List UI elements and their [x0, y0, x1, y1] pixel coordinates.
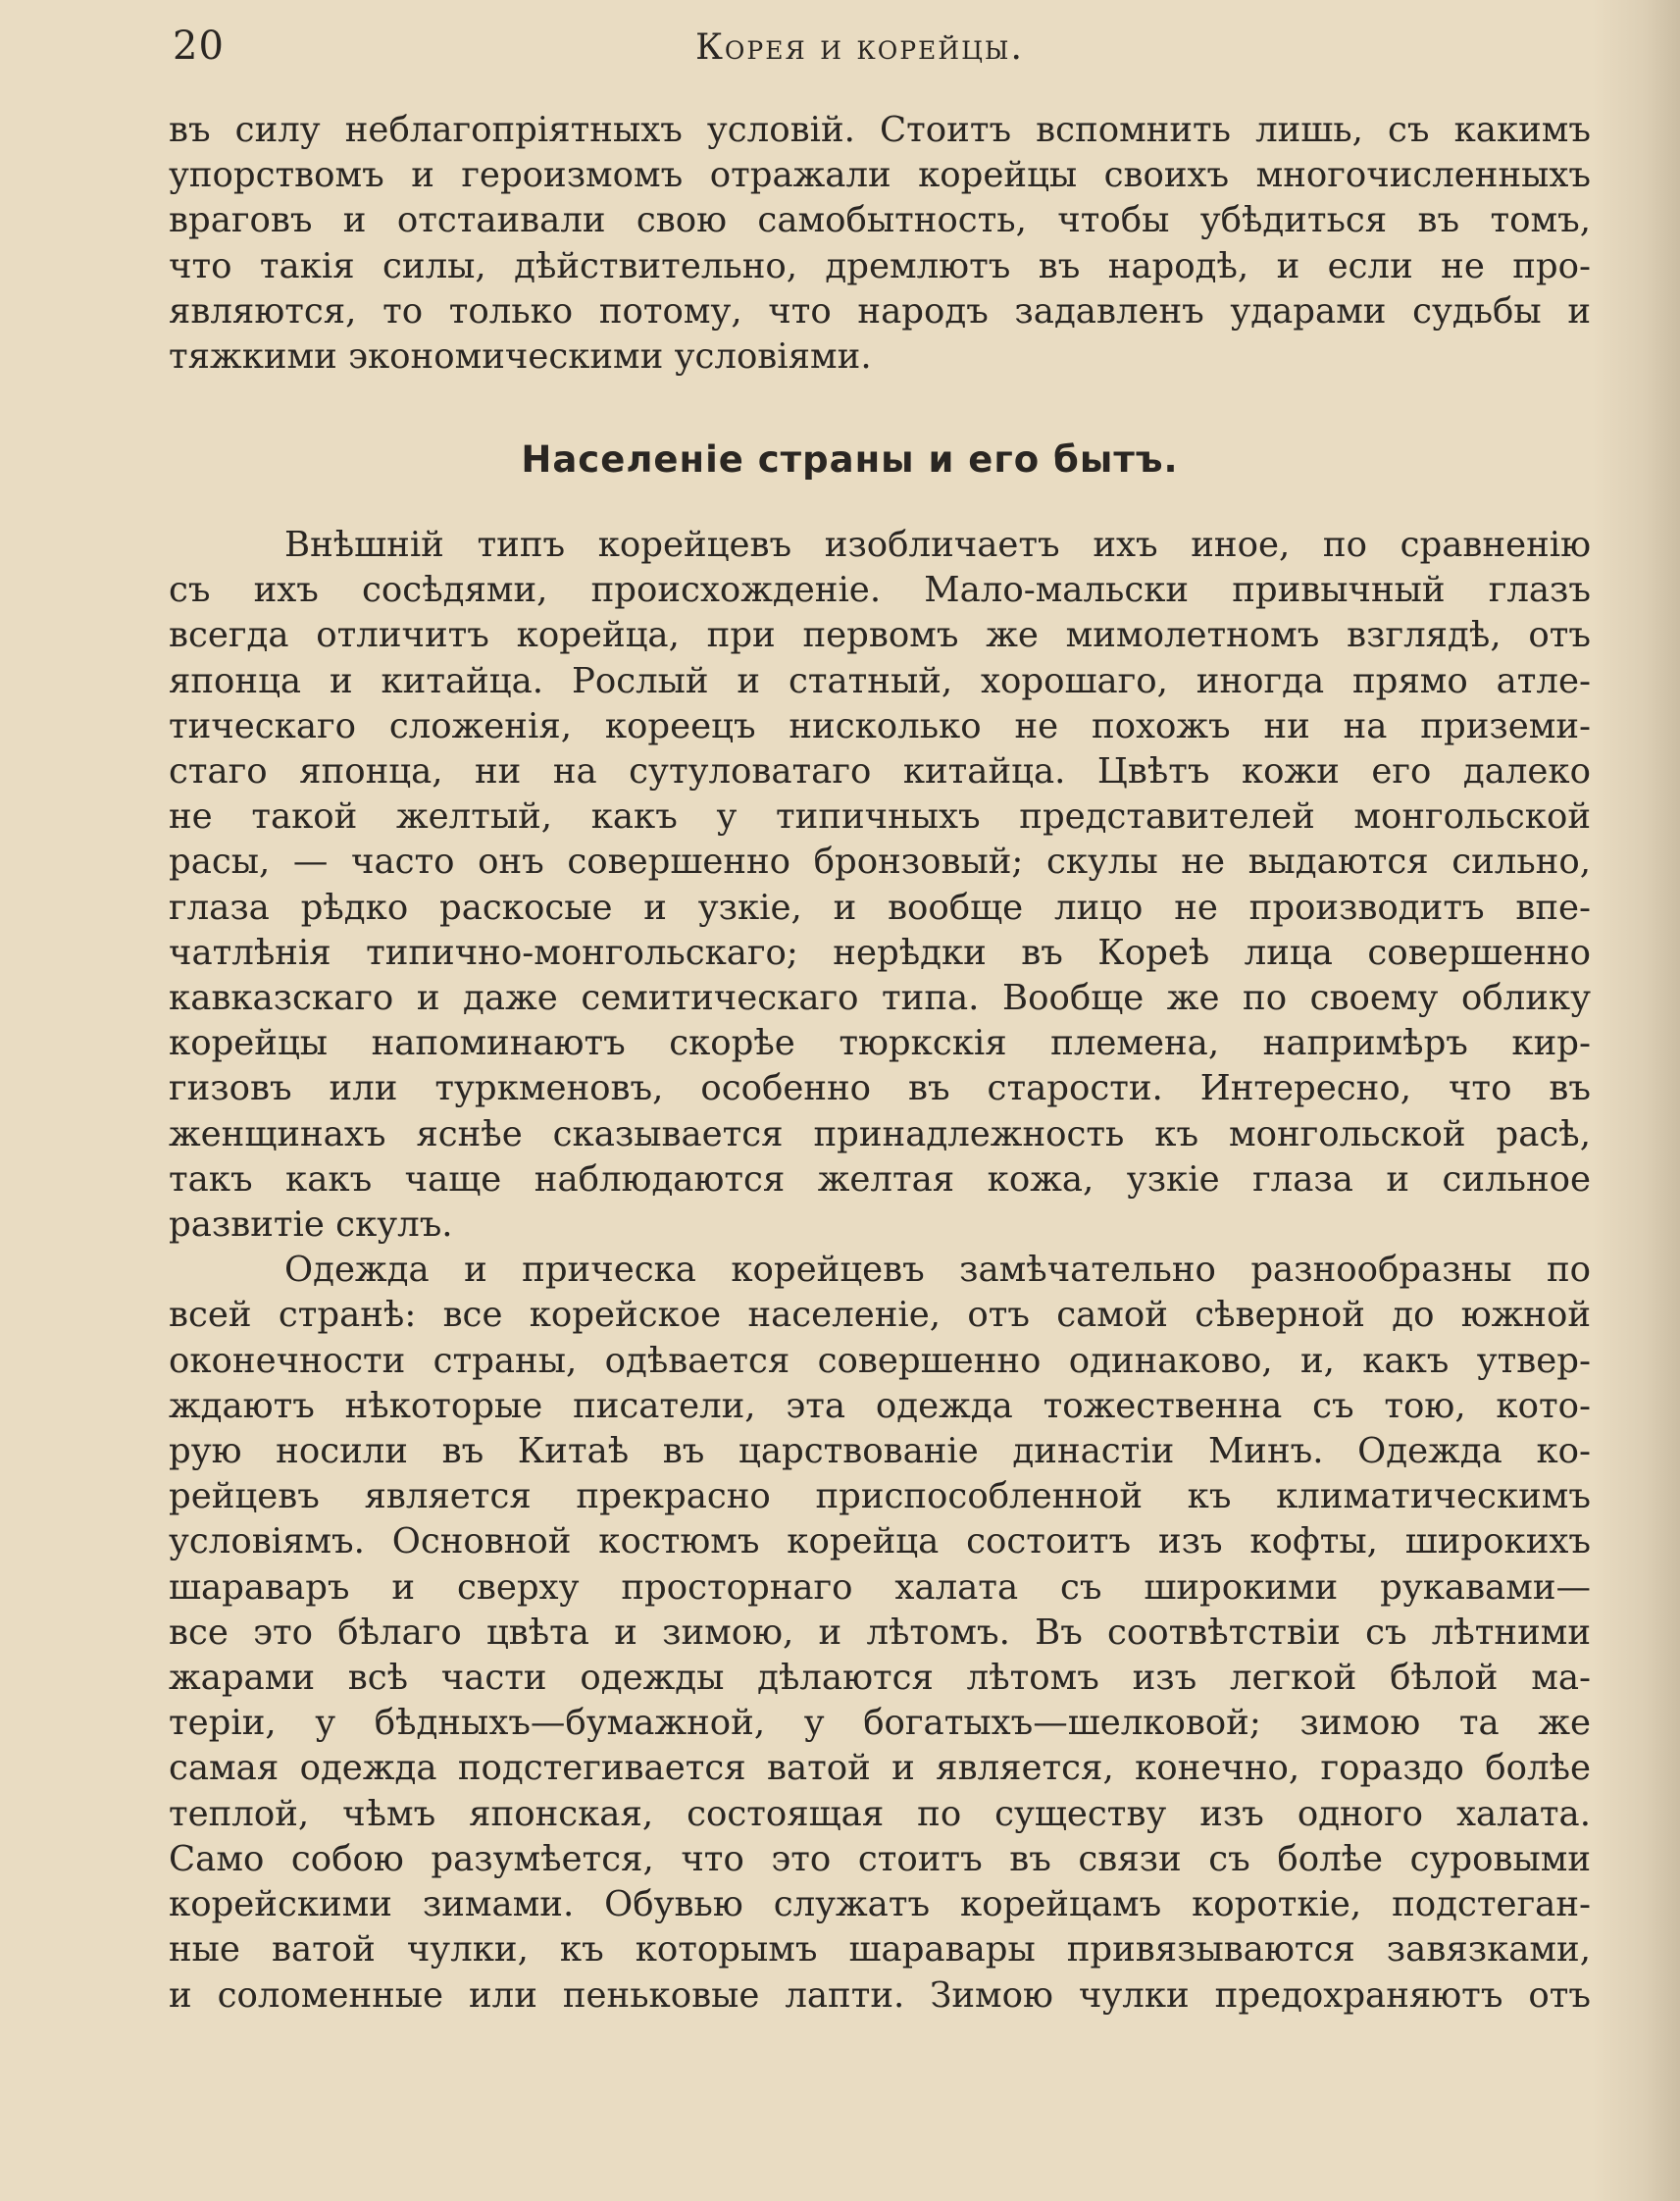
text-line: являются, то только потому, что народъ задавленъ ударами судьбы и	[169, 290, 1591, 332]
text-line: японца и китайца. Рослый и статный, хорошаго, иногда прямо атле-	[169, 660, 1591, 701]
text-line: Одежда и прическа корейцевъ замѣчательно разнообразны по	[284, 1250, 1591, 1291]
text-line: что такія силы, дѣйствительно, дремлютъ въ народѣ, и если не про-	[169, 245, 1591, 286]
text-line: ждаютъ нѣкоторые писатели, эта одежда тожественна съ тою, кото-	[169, 1385, 1591, 1426]
text-line: чатлѣнія типично-монгольскаго; нерѣдки въ Кореѣ лица совершенно	[169, 932, 1591, 973]
text-line: враговъ и отстаивали свою самобытность, чтобы убѣдиться въ томъ,	[169, 200, 1591, 241]
text-line: жарами всѣ части одежды дѣлаются лѣтомъ изъ легкой бѣлой ма-	[169, 1658, 1591, 1699]
text-line: всегда отличитъ корейца, при первомъ же мимолетномъ взглядѣ, отъ	[169, 615, 1591, 656]
text-line: глаза рѣдко раскосые и узкіе, и вообще лицо не производитъ впе-	[169, 887, 1591, 928]
text-line: стаго японца, ни на сутуловатаго китайца. Цвѣтъ кожи его далеко	[169, 751, 1591, 793]
text-line: и соломенные или пеньковые лапти. Зимою чулки предохраняютъ отъ	[169, 1974, 1591, 2016]
text-line: съ ихъ сосѣдями, происхожденіе. Мало-мальски привычный глазъ	[169, 570, 1591, 611]
text-line: въ силу неблагопріятныхъ условій. Стоитъ вспомнить лишь, съ какимъ	[169, 110, 1591, 150]
text-line: рую носили въ Китаѣ въ царствованіе династіи Минъ. Одежда ко-	[169, 1431, 1591, 1472]
text-line: ные ватой чулки, къ которымъ шаравары привязываются завязками,	[169, 1929, 1591, 1971]
text-line: гизовъ или туркменовъ, особенно въ старости. Интересно, что въ	[169, 1068, 1591, 1109]
text-line: такъ какъ чаще наблюдаются желтая кожа, узкіе глаза и сильное	[169, 1158, 1591, 1200]
text-line: всей странѣ: все корейское населеніе, отъ самой сѣверной до южной	[169, 1295, 1591, 1336]
main-text	[169, 523, 1591, 2019]
running-title: Корея и корейцы.	[695, 27, 1024, 68]
text-line: самая одежда подстегивается ватой и является, конечно, гораздо болѣе	[169, 1748, 1591, 1789]
text-line: расы, — часто онъ совершенно бронзовый; скулы не выдаются сильно,	[169, 842, 1591, 883]
text-line: тяжкими экономическими условіями.	[169, 336, 872, 378]
text-line: Внѣшній типъ корейцевъ изобличаетъ ихъ иное, по сравненію	[284, 525, 1591, 565]
text-line: оконечности страны, одѣвается совершенно одинаково, и, какъ утвер-	[169, 1340, 1591, 1381]
text-line: рейцевъ является прекрасно приспособленной къ климатическимъ	[169, 1476, 1591, 1517]
top-paragraph	[169, 108, 1591, 380]
text-line: тическаго сложенія, кореецъ нисколько не похожъ ни на приземи-	[169, 705, 1591, 746]
text-line: условіямъ. Основной костюмъ корейца состоитъ изъ кофты, широкихъ	[169, 1521, 1591, 1562]
text-line: развитіе скулъ.	[169, 1204, 453, 1246]
text-line: шараваръ и сверху просторнаго халата съ широкими рукавами—	[169, 1566, 1591, 1608]
text-line: все это бѣлаго цвѣта и зимою, и лѣтомъ. Въ соотвѣтствіи съ лѣтними	[169, 1612, 1591, 1653]
page-number: 20	[173, 24, 225, 69]
text-line: теплой, чѣмъ японская, состоящая по существу изъ одного халата.	[169, 1793, 1591, 1834]
text-line: корейскими зимами. Обувью служатъ корейцамъ короткіе, подстеган-	[169, 1884, 1591, 1925]
text-line: кавказскаго и даже семитическаго типа. Вообще же по своему облику	[169, 978, 1591, 1019]
text-line: женщинахъ яснѣе сказывается принадлежность къ монгольской расѣ,	[169, 1113, 1591, 1154]
text-line: упорствомъ и героизмомъ отражали корейцы своихъ многочисленныхъ	[169, 155, 1591, 196]
page-edge-shadow	[1592, 0, 1680, 2201]
text-line: корейцы напоминаютъ скорѣе тюркскія племена, напримѣръ кир-	[169, 1023, 1591, 1064]
text-line: не такой желтый, какъ у типичныхъ представителей монгольской	[169, 796, 1591, 838]
section-heading: Населеніе страны и его бытъ.	[521, 438, 1179, 481]
text-line: теріи, у бѣдныхъ—бумажной, у богатыхъ—шелковой; зимою та же	[169, 1703, 1591, 1744]
text-line: Само собою разумѣется, что это стоитъ въ связи съ болѣе суровыми	[169, 1838, 1591, 1879]
